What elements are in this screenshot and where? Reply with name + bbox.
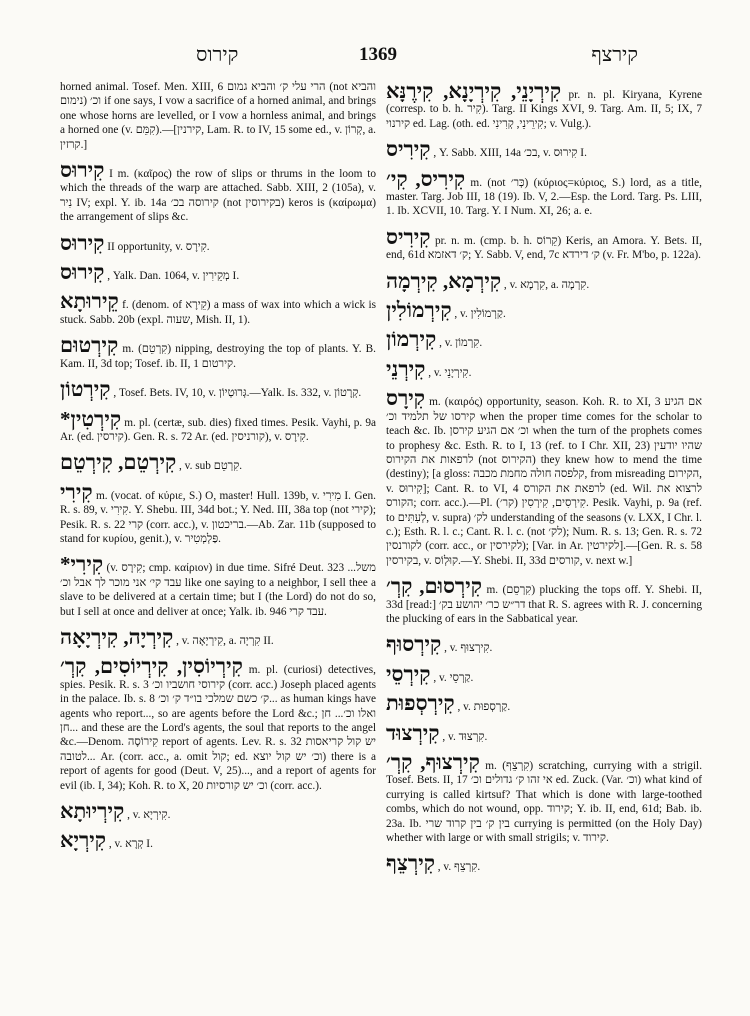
dictionary-entry (60, 829, 376, 851)
entry-text: , v. קַרְמוֹלִין. (454, 308, 506, 321)
entry-headword: קִירְמוֹן (386, 327, 437, 352)
dictionary-entry (386, 138, 702, 160)
entry-text: , v. קִירְיָנֵי. (428, 366, 472, 379)
entry-headword: קִירְמָא, קִירְמָה (386, 268, 502, 293)
entry-text: , v. קַרְסְפוּת. (457, 701, 511, 714)
entry-text: m. (קִרְסֵם) plucking the tops off. Y. Shebi. II, 33d [read:] דר״ש כר׳ יהושע בק׳ that R. S. agrees with R. J. concerning the plucking of ears in the Sabbatical year. (386, 584, 702, 625)
dictionary-entry (386, 328, 702, 350)
entry-text: , v. קִרְצוּד. (442, 730, 488, 743)
entry-text: , v. קִרְצֵף. (437, 861, 481, 874)
entry-text: m. (not כְּר׳) (κύριος=κύριος, S.) lord, as a title, master. Targ. Job III, 18 (19). Ib. V, 2.—Esp. the Lord. Targ. Ps. LIII, 1. Ib. XCVII, 10. Targ. Y. I Num. XI, 26; a. e. (386, 176, 702, 218)
dictionary-entry (386, 722, 702, 744)
left-column (60, 80, 376, 1005)
entry-headword: קִירוּס (60, 260, 105, 285)
dictionary-entry (60, 334, 376, 371)
entry-headword: קִירְנֵי (386, 356, 426, 381)
entry-headword: קִירְסְפוּת (386, 691, 455, 716)
dictionary-entry (386, 299, 702, 321)
entry-headword: קִירְמוֹלִין (386, 298, 452, 323)
dictionary-entry (386, 387, 702, 568)
entry-text: horned animal. Tosef. Men. XIII, 6 הרי עלי ק׳ והביא גמום (not והביא נימום) וכ׳ if one says, I vow a sacrifice of a horned animal, and brings one whose horns are levelled, or I vow a hornless animal, and brings a horned one (v. קִמֵּם).—[קירנין, Lam. R. to IV, 15 some ed., v. קְרוֹן, a. קרזין.] (60, 81, 376, 151)
right-running-head: קירצף (591, 44, 638, 66)
dictionary-entry (386, 692, 702, 714)
entry-headword: קִירִיס, קִי׳ (386, 166, 466, 191)
entry-text: (v. קִירָס; cmp. καίριον) in due time. Sifré Deut. 323 משל... עבד קי׳ אני מוכר לך אבל וכ׳ like one saying to a neighbor, I sell thee a slave to be delivered at a certain time; but I (the Lord) do not do so, but I sell at once and deliver at once; Yalk. ib. 946 עבד קרי. (60, 562, 376, 618)
entry-headword: קִירְטוּם (60, 333, 119, 358)
entry-text: , Yalk. Dan. 1064, v. מְקֵירִין I. (107, 270, 240, 283)
right-column (386, 80, 702, 1005)
dictionary-entry (60, 408, 376, 445)
dictionary-entry (386, 358, 702, 380)
entry-text: , v. קִירְיָאָה, a. קִרְיָה II. (176, 634, 274, 647)
entry-headword: קִירְצוּף, קִרְ׳ (386, 750, 480, 774)
entry-headword: קִירוּס (60, 158, 105, 183)
dictionary-entry (386, 226, 702, 263)
dictionary-entry (386, 633, 702, 655)
dictionary-entry (60, 80, 376, 152)
dictionary-entry (60, 655, 376, 793)
entry-text: , v. קִירְיָא. (127, 809, 171, 822)
entry-text: m. (vocat. of κύριε, S.) O, master! Hull. 139b, v. מִירִי I. Gen. R. s. 89, v. קִירִי. Y. Shebu. III, 34d bot.; Y. Ned. III, 38a top (not קירי); Pesik. R. s. 22 קרי (corr. acc.), v. בריכטון.—Ab. Zar. 11b (supposed to stand for κυρίου, genit.), v. פַּלְמְטִיר. (60, 489, 376, 545)
dictionary-entry (60, 232, 376, 254)
page-header (58, 44, 698, 70)
entry-text: , v. קִרְמָא, a. קִרְמָה. (503, 278, 590, 291)
entry-headword: קֵירוּתָא (60, 289, 119, 314)
entry-text: pr. n. m. (cmp. b. h. קֵרוֹס) Keris, an Amora. Y. Bets. II, end, 61d ק׳ דאזמא; Y. Sabb. V, end, 7c ק׳ דירדא (v. Fr. M'bo, p. 122a). (386, 234, 702, 262)
entry-text: pr. n. pl. Kiryana, Kyrene (corresp. to b. h. קִיר). Targ. II Kings XVI, 9. Targ. Am. II, 5; IX, 7 קירנוי ed. Lag. (oth. ed. קִירֵינֵי, קְרִינִי; v. Vulg.). (386, 89, 702, 130)
entry-text: , v. קִרְמוֹן. (439, 337, 483, 350)
entry-text: , v. קַרְסֵי. (433, 671, 474, 684)
dictionary-entry (60, 481, 376, 547)
entry-text: , Y. Sabb. XIII, 14a בכ׳, v. קִירוּס I. (433, 147, 587, 160)
entry-text: , v. קִירְצוּף. (444, 642, 493, 655)
entry-text: , v. sub קִרְטֵם. (179, 460, 243, 473)
dictionary-entry (386, 80, 702, 131)
entry-text: m. (καιρός) opportunity, season. Koh. R. to XI, 3 אם הגיע קירסו של תלמיד וכ׳ when the proper time comes for the scholar to teach &c. Ib. וכ׳ אם הגיע קירסן when the turn of the prophets comes to prophesy &c. Esth. R. to I, 13 (ref. to I Chr. XII, 23) שהיו יודעין לרפאות את הקירוס (not הקירוס) they knew how to mend the time (destiny); [a gloss: קלפסה חולה מחמת מכבה, from misreading הקירום, v. קִירוּס]; Cant. R. to VI, 4 לרפאת את הקורס (ed. Wil. לרצוא את הקורס; corr. acc.).—Pl. קִירְסִים, קִירְסִין (קר׳). Pesik. Vayhi, p. 9a (ref. to לְעִתִּים, v. supra) לק׳ understanding of the seasons (v. LXX, I Chr. l. c.); Esth. R. l. c.; Cant. R. l. c. (not לק׳); Num. R. s. 13; Gen. R. s. 72 לקורנסין (corr. acc., or לקירסין); [Var. in Ar. לקירטין].—[Gen. R. s. 58 בקירסין, v. קוּלְוֹס.—Y. Shebi. II, 33d קורסים, v. next w.] (386, 396, 702, 567)
dictionary-entry (60, 800, 376, 822)
entry-headword: קִירְטוֹן (60, 377, 111, 402)
entry-text: II opportunity, v. קִירָס. (107, 240, 210, 253)
dictionary-entry (60, 159, 376, 225)
entry-text: m. pl. (curiosi) detectives, spies. Pesik. R. s. 3 קירוסי חושביו וכ׳ (corr. acc.) Joseph placed agents in the palace. Ib. s. 8 ק׳ כשם שמלכי בו״ד ק׳ וכ׳... as human kings have agents who report..., so are agents before the Lord &c.; ואלו וכ׳... חן חן... and these are the Lord's agents, the soul that reports to the angel &c.—Denom. קִירוֹסָה report of agents. Lev. R. s. 32 יש קול קריאסות לטובה... Ar. (corr. acc., a. omit קול; ed. וכ׳ יש קול יוצא) there is a report of agents for good (Deut. V, 25)..., and a report of agents for evil (ib. I, 34); Koh. R. to X, 20 וכ׳ יש קורסיות (corr. acc.). (60, 664, 376, 792)
entry-headword: קִירְצֵף (386, 851, 435, 876)
entry-headword: קִירְיָא (60, 828, 107, 853)
entry-headword: קִירְצוּד (386, 720, 440, 745)
entry-headword: קִירְסוּף (386, 632, 442, 657)
entry-headword: קִירְיָה, קִירְיָאָה (60, 624, 174, 649)
dictionary-entry (60, 261, 376, 283)
entry-headword: קִירִיס (386, 224, 431, 249)
entry-headword: קִירִיס (386, 137, 431, 162)
entry-text: m. (קִרְצֵף) scratching, currying with a strigil. Tosef. Bets. II, 17 אי זהו ק׳ גדולים וכ׳ ed. Zuck. (Var. וכ׳) what kind of currying is called kirtsuf? That which is done with large-toothed combs, which do not wound, opp. קירוד; Y. ib. II, end, 61d; Bab. ib. 23a. Ib. בין ק׳ בין קרוד שרי currying is permitted (on the Holy Day) whether with large or with small strigils; v. קירוד. (386, 760, 702, 845)
entry-text: , Tosef. Bets. IV, 10, v. גְּרוּטְיוֹן.—Yalk. Is. 332, v. קְרָטוֹן. (113, 387, 362, 400)
dictionary-entry (386, 751, 702, 845)
entry-headword: קִירוּס (60, 230, 105, 255)
dictionary-entry (60, 626, 376, 648)
dictionary-entry (60, 378, 376, 400)
entry-headword: קִירְסֵי (386, 661, 431, 686)
dictionary-entry (60, 451, 376, 473)
dictionary-entry (386, 575, 702, 626)
entry-headword: *קִירְטִין (60, 406, 122, 431)
dictionary-entry (386, 270, 702, 292)
entry-text: , v. קְרָא I. (108, 838, 153, 851)
dictionary-entry (386, 663, 702, 685)
left-running-head: קירוס (196, 44, 239, 66)
entry-headword: קִירִי (60, 479, 93, 504)
entry-headword: קִירְסוּם, קִרְ׳ (386, 574, 482, 599)
dictionary-entry (60, 553, 376, 619)
entry-headword: קִירְיוֹסִין, קִירְיוֹסִים, קִרְ׳ (60, 654, 243, 679)
dictionary-entry (386, 852, 702, 874)
entry-text: m. pl. (certæ, sub. dies) fixed times. Pesik. Vayhi, p. 9a Ar. (ed. קירסין). Gen. R. s. 72 Ar. (ed. קורניסין), v. קִירָס. (60, 416, 376, 443)
entry-headword: קִירְיוּתָא (60, 799, 125, 824)
entry-text: f. (denom. of קֵירָא) a mass of wax into which a wick is stuck. Sabb. 20b (expl. שעוה, Mish. II, 1). (60, 299, 376, 326)
entry-headword: *קִירִי (60, 552, 104, 577)
dictionary-entry (60, 290, 376, 327)
entry-headword: קִירְטֵם, קִירְטֵם (60, 450, 177, 475)
entry-headword: קִירָס (386, 386, 426, 411)
page-number: 1369 (359, 44, 397, 65)
entry-text: m. (קִרְטֵם) nipping, destroying the top of plants. Y. B. Kam. II, 3d top; Tosef. ib. II, 1 קירטום. (60, 343, 376, 370)
entry-text: I m. (καῖρος) the row of slips or thrums in the loom to which the threads of the warp are attached. Sabb. XIII, 2 (105a), v. נִיר IV; expl. Y. ib. 14a קירוסה בכ׳ (not בקירוסין) keros is (καίρωμα) the arrangement of slips &c. (60, 168, 376, 224)
entry-headword: קִירְיָנֵי, קִירְיָנָא, קִירֶנָּא (386, 80, 562, 103)
dictionary-entry (386, 168, 702, 219)
